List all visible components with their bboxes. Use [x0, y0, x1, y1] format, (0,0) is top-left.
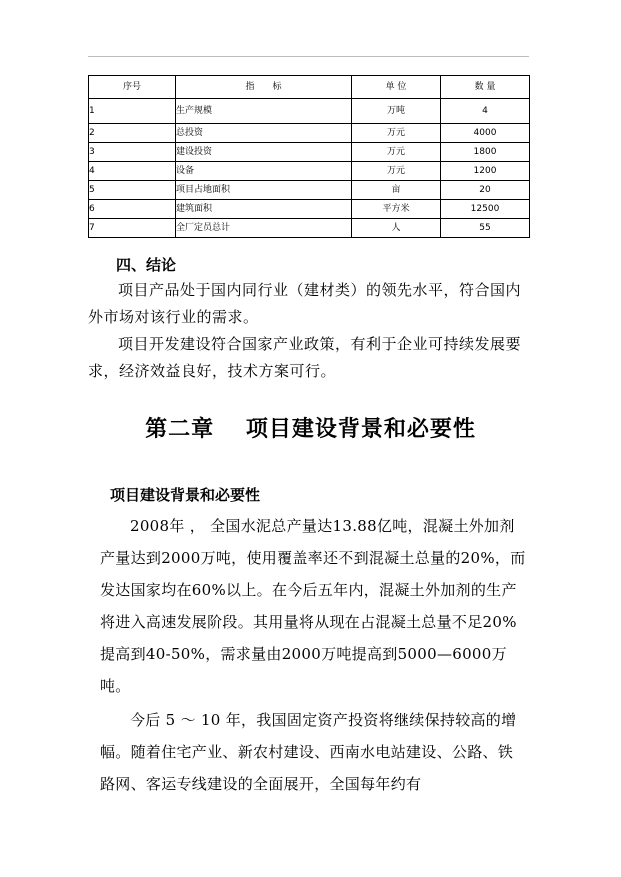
header-quantity: 数 量 — [441, 76, 530, 99]
table-row — [89, 181, 530, 200]
cell-quantity: 1200 — [441, 162, 530, 181]
table-row — [89, 99, 530, 124]
header-rule — [88, 56, 529, 57]
table-row — [89, 200, 530, 219]
cell-indicator: 总投资 — [176, 124, 352, 143]
header-indicator: 指 标 — [176, 76, 352, 99]
table-row — [89, 143, 530, 162]
cell-unit: 万元 — [352, 124, 441, 143]
cell-quantity: 4000 — [441, 124, 530, 143]
cell-no: 2 — [89, 124, 176, 143]
cell-quantity: 1800 — [441, 143, 530, 162]
project-indicator-table — [88, 75, 530, 238]
background-paragraph-1: 2008年 ， 全国水泥总产量达13.88亿吨，混凝土外加剂产量达到2000万吨，使用覆盖率还不到混凝土总量的20%，而发达国家均在60%以上。在今后五年内，混凝土外加剂的生产将进入高速发展阶段。其用量将从现在占混凝土总量不足20%提高到40-50%，需求量由2000万吨提高到5000—6000万吨。 — [100, 517, 526, 695]
cell-quantity: 20 — [441, 181, 530, 200]
cell-no: 5 — [89, 181, 176, 200]
section-heading-conclusion: 四、结论 — [116, 256, 177, 274]
cell-unit: 万吨 — [352, 99, 441, 124]
cell-unit: 万元 — [352, 143, 441, 162]
cell-unit: 万元 — [352, 162, 441, 181]
cell-unit: 平方米 — [352, 200, 441, 219]
cell-indicator: 生产规模 — [176, 99, 352, 124]
cell-indicator: 全厂定员总计 — [176, 219, 352, 238]
background-paragraph-2: 今后 5 ～ 10 年，我国固定资产投资将继续保持较高的增幅。随着住宅产业、新农村建设、西南水电站建设、公路、铁路网、客运专线建设的全面展开，全国每年约有 — [100, 711, 517, 793]
cell-no: 7 — [89, 219, 176, 238]
table-row — [89, 162, 530, 181]
cell-no: 1 — [89, 99, 176, 124]
cell-unit: 人 — [352, 219, 441, 238]
cell-no: 6 — [89, 200, 176, 219]
header-unit: 单 位 — [352, 76, 441, 99]
cell-indicator: 建设投资 — [176, 143, 352, 162]
cell-no: 3 — [89, 143, 176, 162]
cell-unit: 亩 — [352, 181, 441, 200]
cell-quantity: 12500 — [441, 200, 530, 219]
cell-indicator: 设备 — [176, 162, 352, 181]
cell-indicator: 建筑面积 — [176, 200, 352, 219]
chapter-title: 第二章 项目建设背景和必要性 — [145, 417, 476, 442]
conclusion-paragraph-1: 项目产品处于国内同行业（建材类）的领先水平，符合国内外市场对该行业的需求。 — [88, 281, 522, 326]
cell-indicator: 项目占地面积 — [176, 181, 352, 200]
table-header-row — [89, 76, 530, 99]
section-subheading: 项目建设背景和必要性 — [110, 486, 261, 504]
table-row — [89, 219, 530, 238]
header-no: 序号 — [89, 76, 176, 99]
cell-quantity: 55 — [441, 219, 530, 238]
table-row — [89, 124, 530, 143]
cell-quantity: 4 — [441, 99, 530, 124]
conclusion-paragraph-2: 项目开发建设符合国家产业政策，有利于企业可持续发展要求，经济效益良好，技术方案可行。 — [88, 335, 522, 380]
cell-no: 4 — [89, 162, 176, 181]
